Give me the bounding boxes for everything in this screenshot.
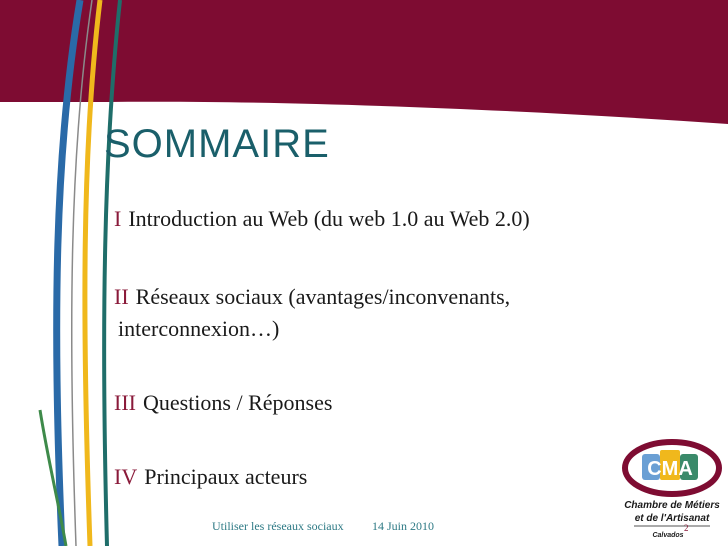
agenda-item-text: Questions / Réponses (142, 390, 333, 415)
footer-title: Utiliser les réseaux sociaux (212, 519, 344, 533)
agenda-item-text: Introduction au Web (du web 1.0 au Web 2.0) (128, 206, 530, 231)
agenda-item-number: IV (114, 464, 138, 489)
slide-title: SOMMAIRE (104, 122, 330, 166)
agenda-item-4 (114, 464, 307, 490)
agenda-item-number: III (114, 390, 136, 415)
agenda-item-number: I (114, 206, 122, 231)
agenda-item-number: II (114, 284, 129, 309)
cma-logo (620, 438, 724, 542)
logo-line-3: Calvados (652, 532, 684, 539)
agenda-item-2 (114, 281, 510, 345)
logo-line-2: et de l'Artisanat (634, 513, 710, 524)
agenda-item-1 (114, 206, 530, 232)
page-number: 2 (684, 523, 689, 533)
agenda-item-3 (114, 390, 332, 416)
footer-date: 14 Juin 2010 (372, 519, 435, 533)
logo-line-1: Chambre de Métiers (624, 500, 720, 511)
agenda-item-text: Réseaux sociaux (avantages/inconvenants, (135, 284, 511, 309)
agenda-item-text-continued: interconnexion…) (118, 316, 280, 341)
agenda-item-text: Principaux acteurs (144, 464, 308, 489)
logo-letters: CMA (647, 458, 693, 480)
